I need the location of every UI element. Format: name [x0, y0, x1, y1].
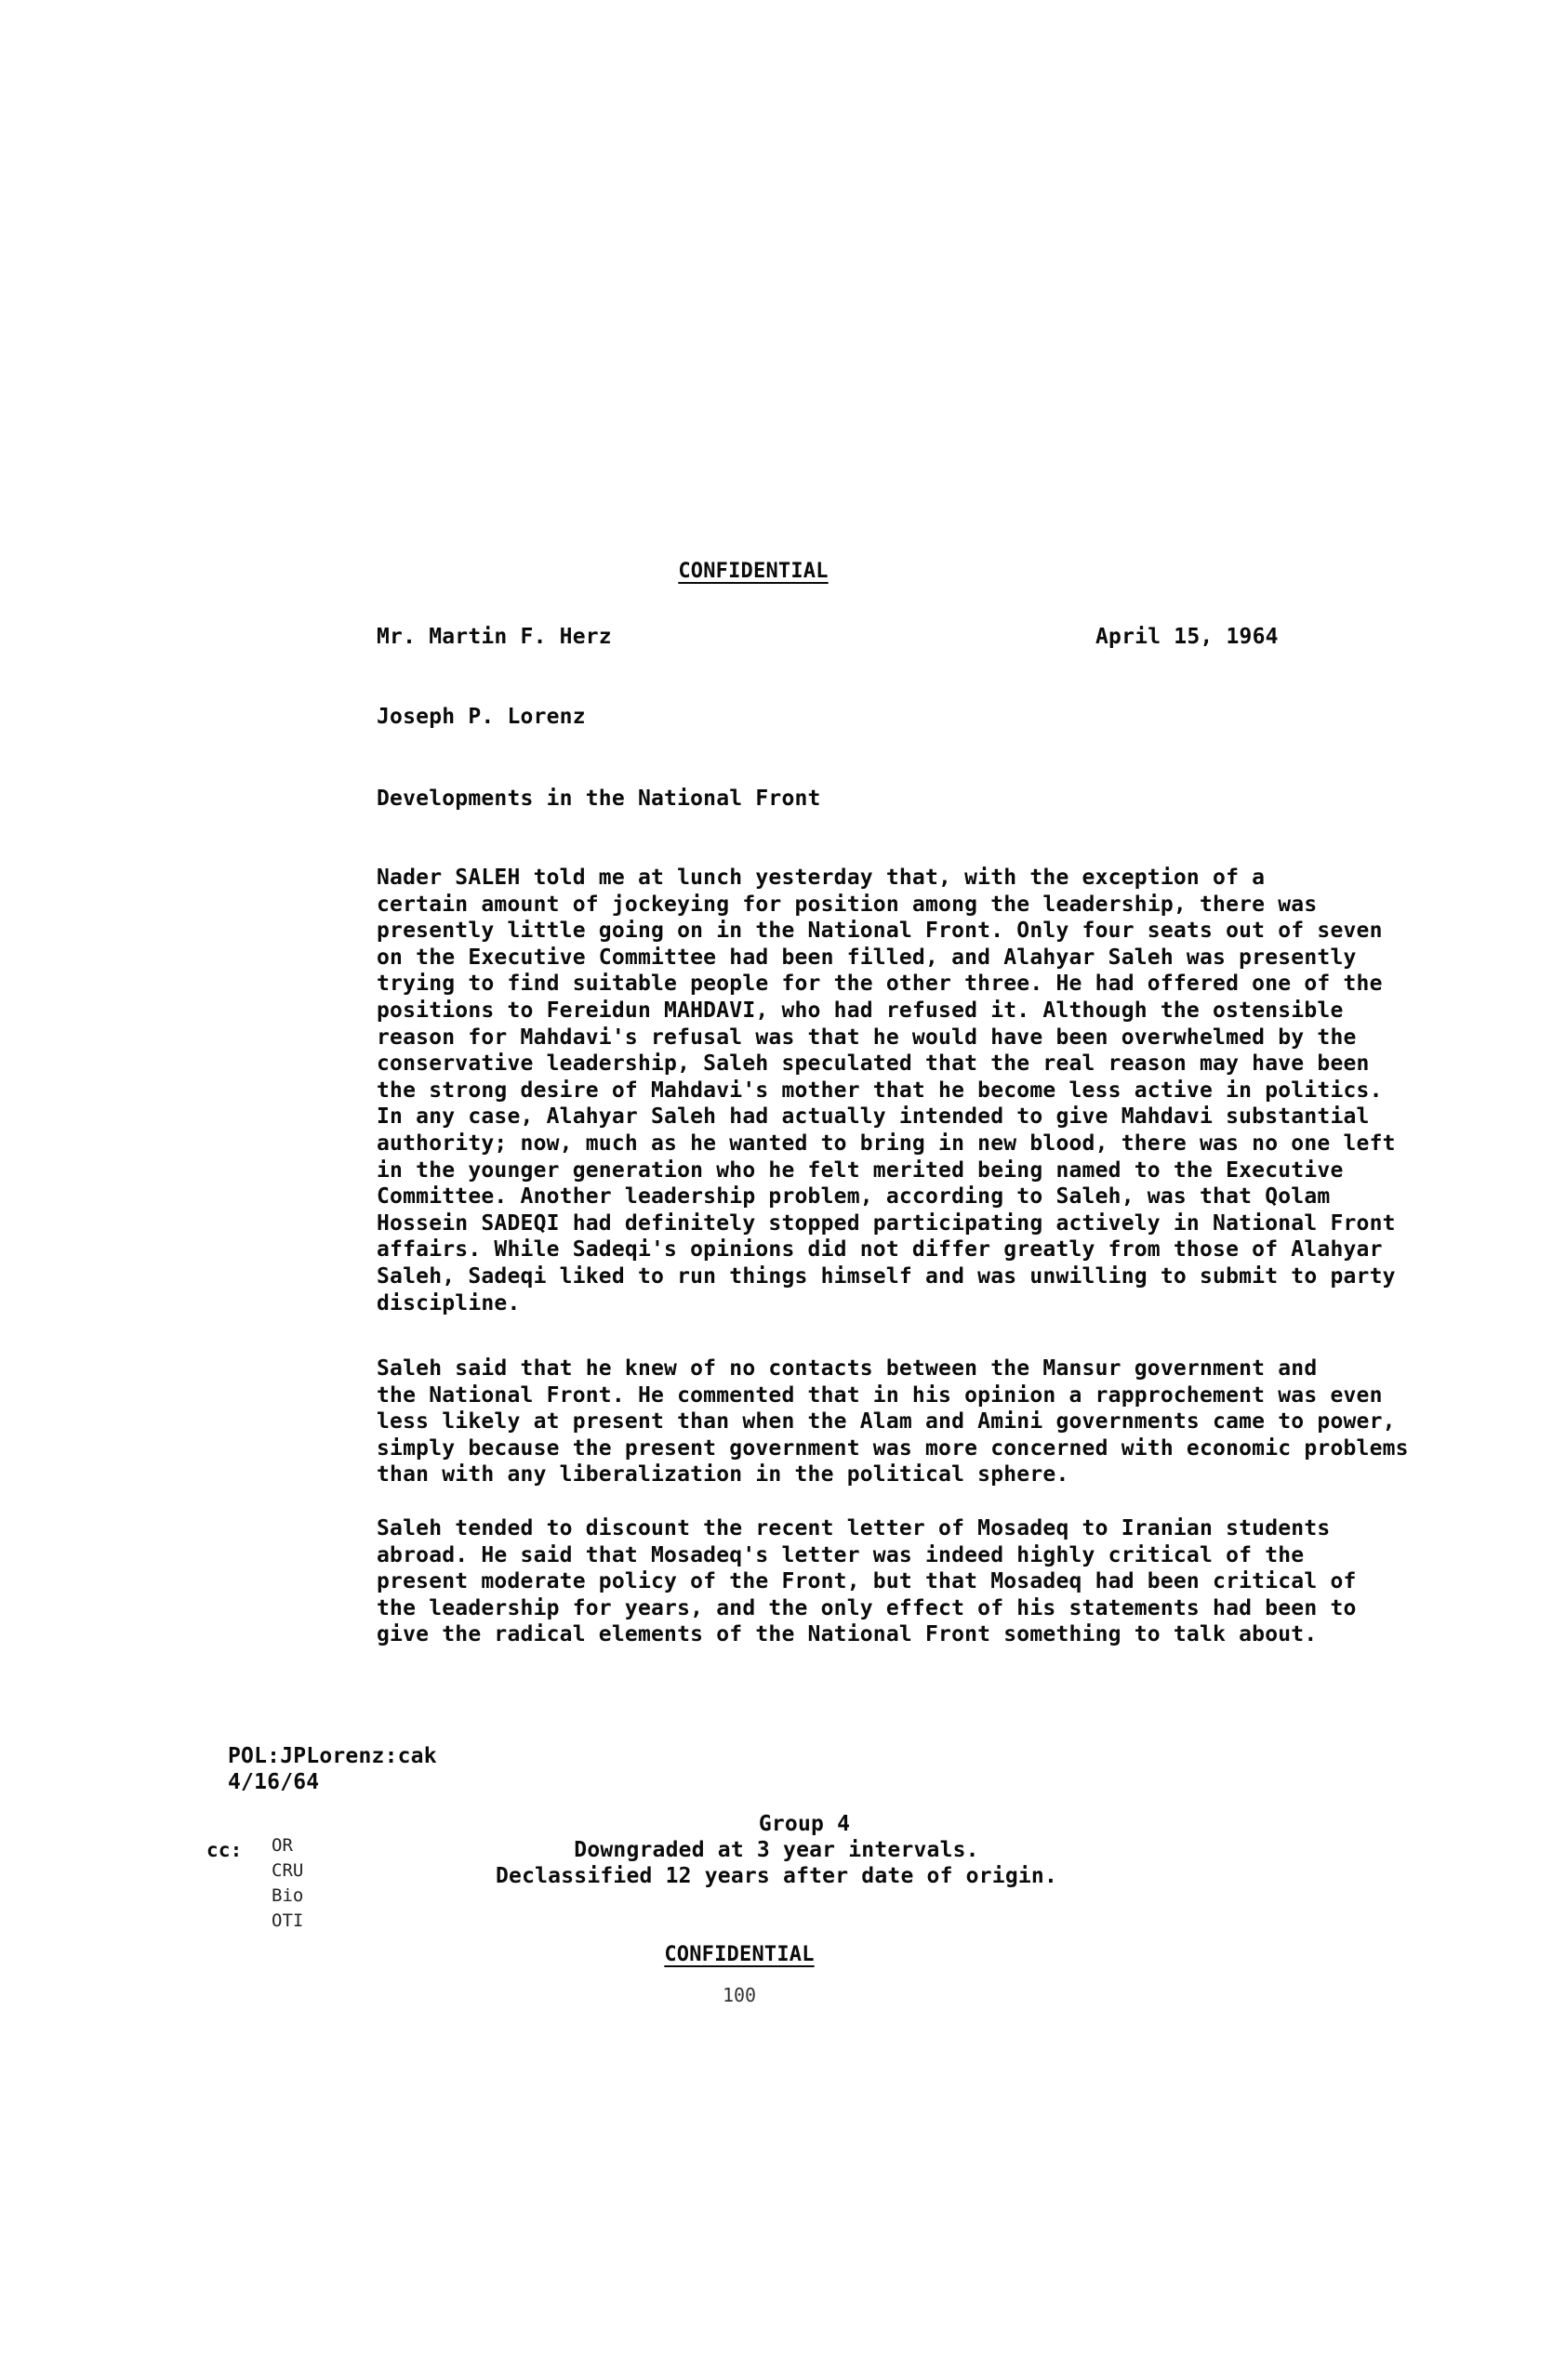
drafter-block [228, 1743, 437, 1795]
paragraph-line: the National Front. He commented that in his opinion a rapprochement was even [377, 1382, 1383, 1408]
paragraph-line: certain amount of jockeying for position among the leadership, there was [377, 892, 1318, 917]
paragraph-line: give the radical elements of the National Front something to talk about. [377, 1622, 1318, 1647]
cc-recipient: Bio [272, 1885, 304, 1906]
paragraph-line: Hossein SADEQI had definitely stopped participating actively in National Front [377, 1210, 1396, 1236]
paragraph-line: positions to Fereidun MAHDAVI, who had refused it. Although the ostensible [377, 998, 1344, 1023]
paragraph-line: in the younger generation who he felt merited being named to the Executive [377, 1157, 1344, 1183]
cc-recipient: OR [272, 1835, 293, 1856]
memo-subject: Developments in the National Front [377, 787, 821, 811]
paragraph-line: abroad. He said that Mosadeq's letter was indeed highly critical of the [377, 1542, 1305, 1567]
cc-recipient: CRU [272, 1860, 304, 1881]
downgrading-notice [479, 1811, 1074, 1889]
paragraph-line: authority; now, much as he wanted to bring in new blood, there was no one left [377, 1130, 1396, 1156]
page-number: 100 [722, 1984, 757, 2006]
paragraph-3 [377, 1515, 1357, 1648]
paragraph-line: conservative leadership, Saleh speculated that the real reason may have been [377, 1051, 1370, 1077]
paragraph-line: than with any liberalization in the political sphere. [377, 1462, 1069, 1488]
paragraph-line: the strong desire of Mahdavi's mother that he become less active in politics. [377, 1078, 1383, 1103]
paragraph-2 [377, 1355, 1409, 1488]
classification-footer: CONFIDENTIAL [664, 1943, 815, 1966]
group-label: Group 4 [758, 1812, 851, 1836]
paragraph-line: Saleh, Sadeqi liked to run things himself and was unwilling to submit to party [377, 1263, 1396, 1289]
paragraph-line: on the Executive Committee had been filled, and Alahyar Saleh was presently [377, 945, 1357, 970]
memo-to: Mr. Martin F. Herz [377, 625, 612, 649]
paragraph-line: Nader SALEH told me at lunch yesterday that, with the exception of a [377, 866, 1266, 890]
memo-date: April 15, 1964 [1095, 625, 1279, 649]
paragraph-line: presently little going on in the National Front. Only four seats out of seven [377, 919, 1383, 944]
paragraph-line: present moderate policy of the Front, but that Mosadeq had been critical of [377, 1569, 1357, 1594]
paragraph-line: the leadership for years, and the only effect of his statements had been to [377, 1595, 1357, 1620]
memo-from: Joseph P. Lorenz [377, 705, 586, 729]
paragraph-line: Committee. Another leadership problem, according to Saleh, was that Qolam [377, 1184, 1331, 1210]
downgrade-line: Downgraded at 3 year intervals. [574, 1838, 979, 1862]
drafter-line: POL:JPLorenz:cak [228, 1744, 437, 1768]
paragraph-line: less likely at present than when the Alam and Amini governments came to power, [377, 1409, 1396, 1435]
paragraph-1 [377, 865, 1396, 1316]
declassify-line: Declassified 12 years after date of origin. [495, 1864, 1058, 1888]
paragraph-line: reason for Mahdavi's refusal was that he would have been overwhelmed by the [377, 1025, 1357, 1050]
paragraph-line: affairs. While Sadeqi's opinions did not differ greatly from those of Alahyar [377, 1237, 1383, 1263]
paragraph-line: In any case, Alahyar Saleh had actually intended to give Mahdavi substantial [377, 1104, 1370, 1130]
paragraph-line: discipline. [377, 1290, 521, 1316]
paragraph-line: simply because the present government was more concerned with economic problems [377, 1435, 1409, 1461]
paragraph-line: Saleh said that he knew of no contacts between the Mansur government and [377, 1356, 1318, 1381]
paragraph-line: trying to find suitable people for the other three. He had offered one of the [377, 972, 1383, 997]
classification-header: CONFIDENTIAL [678, 560, 829, 583]
cc-recipients [272, 1833, 303, 1934]
paragraph-line: Saleh tended to discount the recent letter of Mosadeq to Iranian students [377, 1516, 1331, 1540]
drafter-date: 4/16/64 [228, 1770, 320, 1794]
cc-recipient: OTI [272, 1911, 304, 1931]
cc-label: cc: [206, 1839, 243, 1861]
